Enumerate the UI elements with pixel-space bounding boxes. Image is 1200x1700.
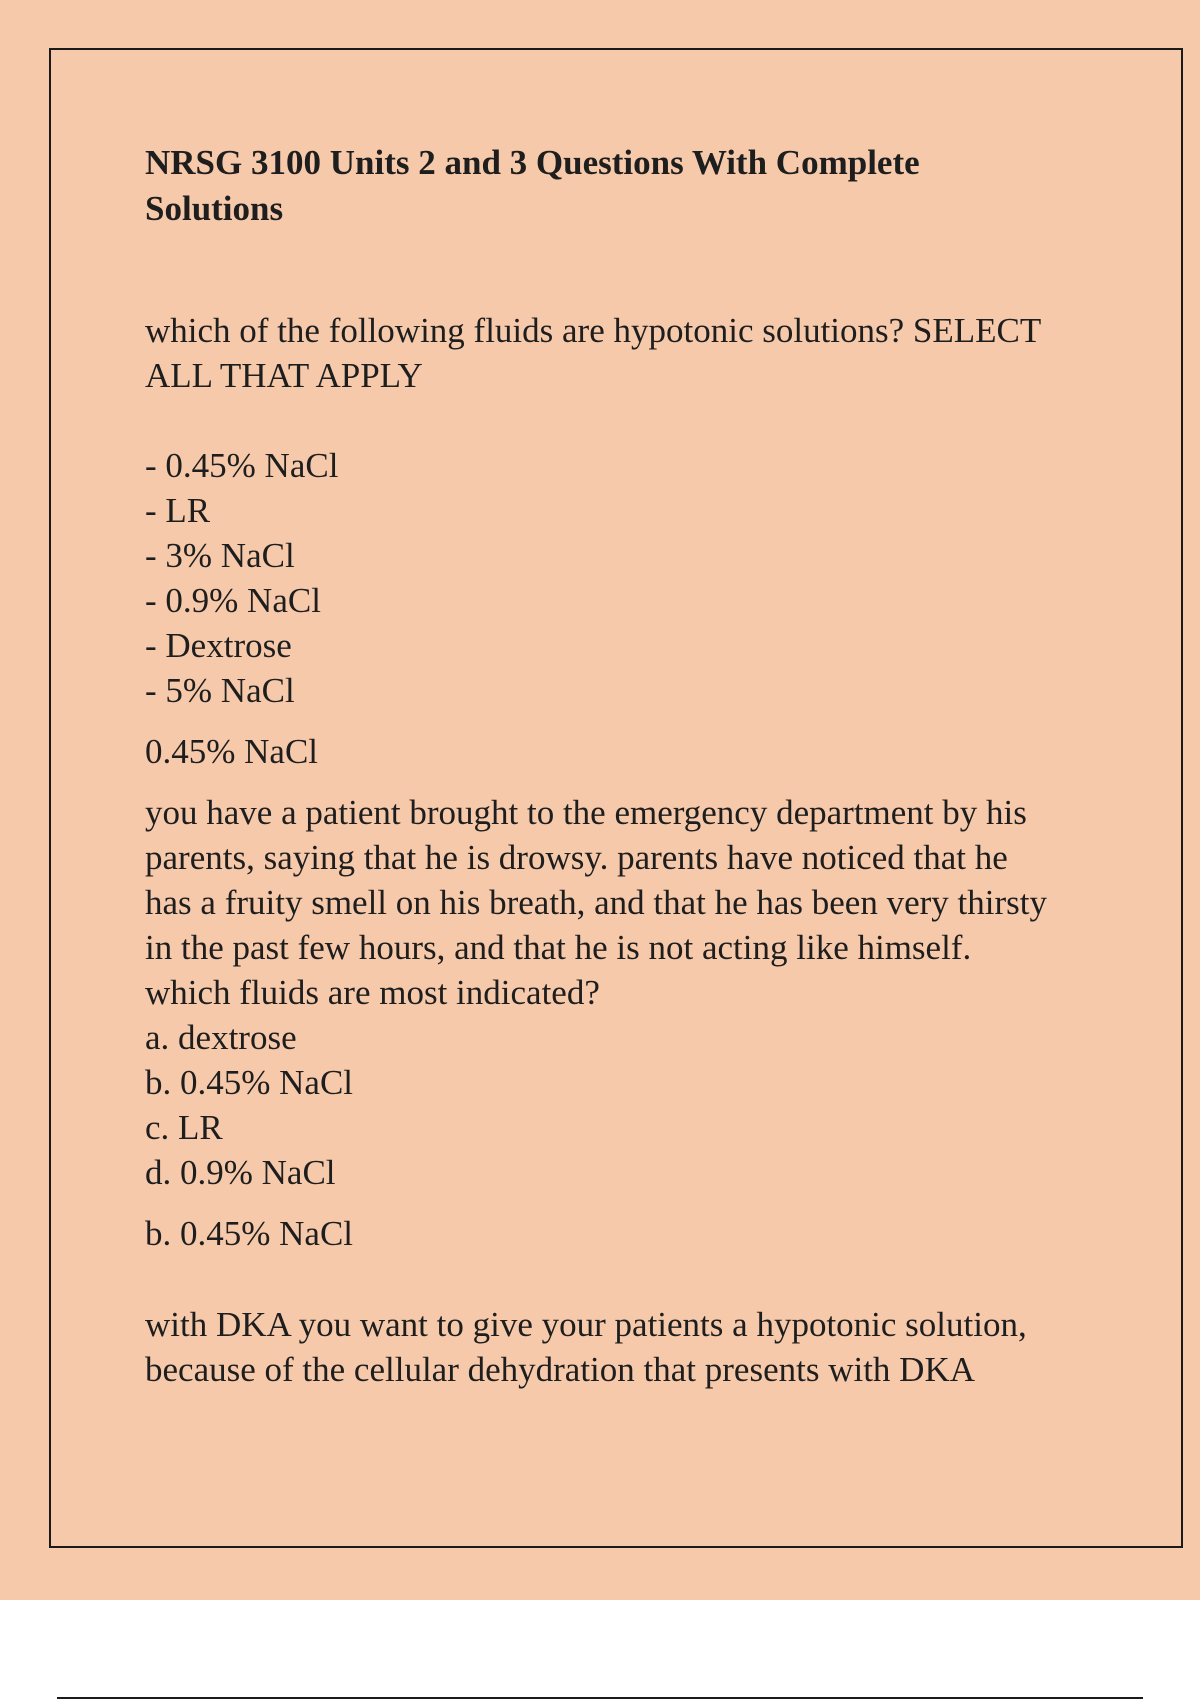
question-line: parents, saying that he is drowsy. parents have noticed that he: [145, 838, 1008, 877]
option-item: - 5% NaCl: [145, 671, 295, 710]
option-item: - 3% NaCl: [145, 536, 295, 575]
document-content: [145, 140, 1105, 1392]
option-item: b. 0.45% NaCl: [145, 1063, 354, 1102]
question-2-answer: [145, 1211, 1105, 1256]
question-line: which of the following fluids are hypotonic solutions? SELECT: [145, 311, 1042, 350]
question-2-text: [145, 790, 1105, 1195]
question-1-answer: [145, 729, 1105, 774]
question-1-options: [145, 443, 1105, 713]
option-item: - 0.9% NaCl: [145, 581, 321, 620]
footer-divider: [57, 1697, 1143, 1699]
rationale-line: because of the cellular dehydration that presents with DKA: [145, 1350, 976, 1389]
option-item: d. 0.9% NaCl: [145, 1153, 336, 1192]
question-line: ALL THAT APPLY: [145, 356, 423, 395]
question-1-text: [145, 308, 1105, 398]
document-title: [145, 140, 1105, 232]
title-line: NRSG 3100 Units 2 and 3 Questions With Complete: [145, 143, 920, 182]
answer-text: 0.45% NaCl: [145, 732, 319, 771]
option-item: - Dextrose: [145, 626, 292, 665]
option-item: - 0.45% NaCl: [145, 446, 339, 485]
option-item: a. dextrose: [145, 1018, 297, 1057]
option-item: - LR: [145, 491, 211, 530]
rationale-line: with DKA you want to give your patients a hypotonic solution,: [145, 1305, 1027, 1344]
question-line: you have a patient brought to the emergency department by his: [145, 793, 1027, 832]
question-2-rationale: [145, 1302, 1105, 1392]
option-item: c. LR: [145, 1108, 223, 1147]
answer-text: b. 0.45% NaCl: [145, 1214, 354, 1253]
question-line: which fluids are most indicated?: [145, 973, 600, 1012]
question-line: in the past few hours, and that he is not acting like himself.: [145, 928, 972, 967]
title-line: Solutions: [145, 189, 284, 228]
question-line: has a fruity smell on his breath, and that he has been very thirsty: [145, 883, 1047, 922]
